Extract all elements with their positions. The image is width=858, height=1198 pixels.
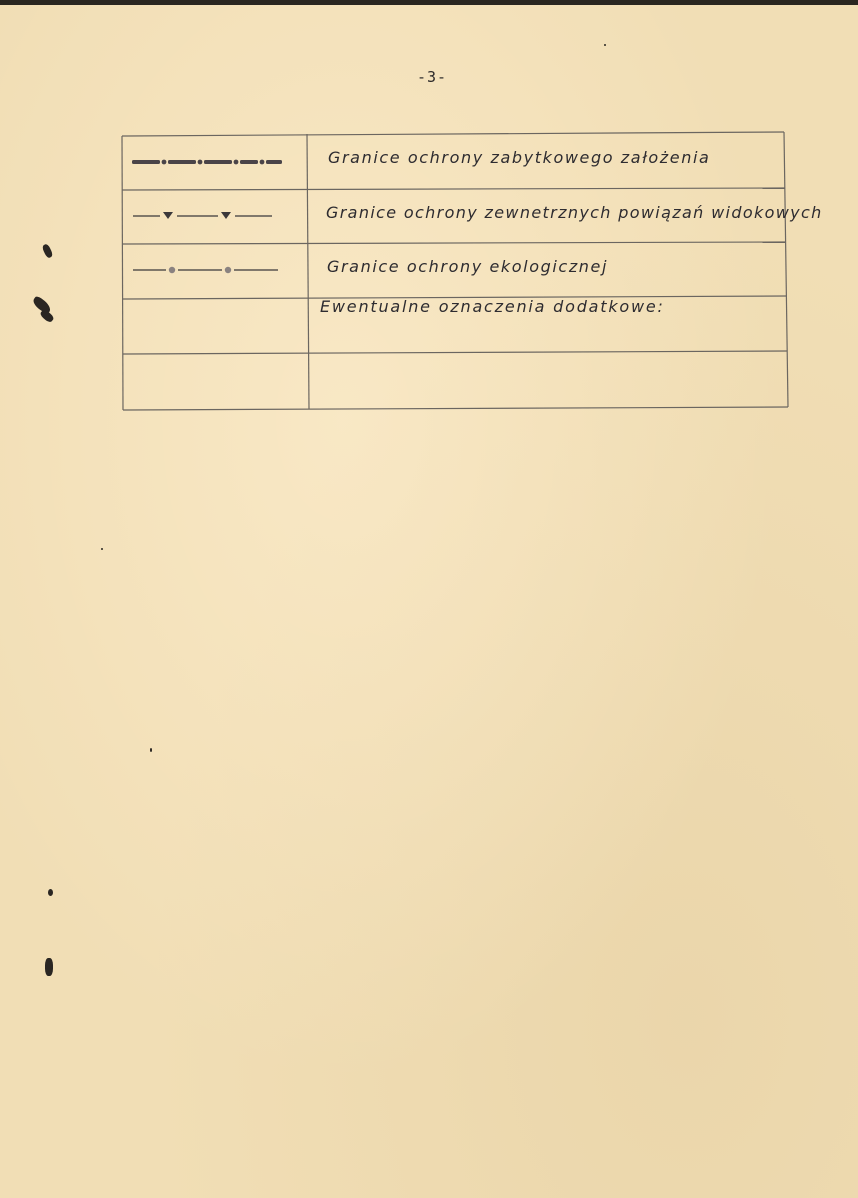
legend-label-ecological-protection: Granice ochrony ekologicznej xyxy=(327,257,609,276)
scan-artifact xyxy=(45,958,53,976)
table-border-right xyxy=(784,132,788,407)
table-border-top xyxy=(122,132,784,136)
legend-symbol-triangle-line xyxy=(133,212,272,219)
legend-label-view-protection: Granice ochrony zewnetrznych powiązań widokowych xyxy=(326,203,823,222)
legend-label-additional-markings: Ewentualne oznaczenia dodatkowe: xyxy=(320,297,665,316)
scan-artifact xyxy=(150,748,152,752)
table-column-divider xyxy=(307,134,309,409)
table-border-bottom xyxy=(123,407,788,410)
scan-artifact xyxy=(48,889,53,896)
legend-symbol-dash-dot-line xyxy=(132,160,282,165)
table-row-divider-1 xyxy=(122,188,785,190)
table-border-left xyxy=(122,136,123,410)
scan-artifact xyxy=(604,44,606,46)
table-row-divider-4 xyxy=(123,351,787,354)
legend-symbol-dot-line xyxy=(133,267,278,273)
legend-label-monument-protection: Granice ochrony zabytkowego założenia xyxy=(328,148,711,167)
page-number: -3- xyxy=(416,68,448,86)
scan-artifact xyxy=(101,548,103,550)
table-row-divider-2 xyxy=(122,242,786,244)
